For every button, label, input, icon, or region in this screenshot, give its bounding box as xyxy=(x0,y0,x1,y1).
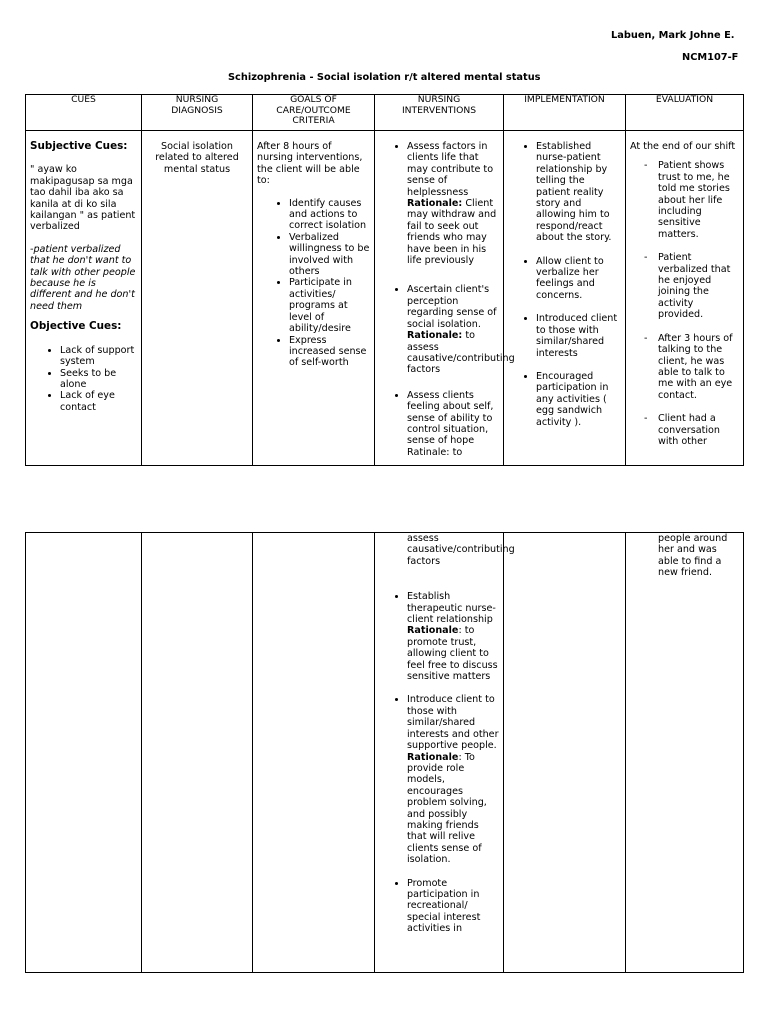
evaluation-item: - After 3 hours of talking to the client, he was able to talk to me with an eye contact. xyxy=(658,333,739,401)
goals-list xyxy=(257,198,370,369)
objective-cue-item: • Lack of eye contact xyxy=(60,390,137,413)
goals-intro: After 8 hours of nursing interventions, the client will be able to: xyxy=(257,141,363,187)
intervention-text: Promote participation in recreational/ special interest activities in xyxy=(407,877,481,935)
column-header-goals xyxy=(253,95,375,131)
cues-cell xyxy=(26,131,142,466)
rationale-label: Rationale: xyxy=(407,198,463,210)
implementation-item: • Allow client to verbalize her feelings and concerns. xyxy=(536,256,621,302)
intervention-item xyxy=(407,284,515,376)
evaluation-cell-continued xyxy=(626,533,744,973)
cues-cell-continued xyxy=(26,533,142,973)
interventions-list xyxy=(375,141,515,458)
objective-cue-item: • Seeks to be alone xyxy=(60,368,137,391)
goal-item: • Express increased sense of self-worth xyxy=(289,335,370,369)
intervention-item xyxy=(407,141,499,266)
rationale-text: : To provide role models, encourages problem solving, and possibly making friends that will relive clients sense of isolation. xyxy=(407,751,487,866)
implementation-cell xyxy=(504,131,626,466)
implementation-cell-continued xyxy=(504,533,626,973)
evaluation-cell xyxy=(626,131,744,466)
goals-cell xyxy=(253,131,375,466)
care-plan-table-continued xyxy=(25,532,744,973)
evaluation-item: - Client had a conversation with other xyxy=(658,413,739,447)
evaluation-item: - Patient verbalized that he enjoyed joining the activity provided. xyxy=(658,252,739,320)
implementation-item: • Introduced client to those with similar/shared interests xyxy=(536,313,621,359)
column-header-interventions xyxy=(375,95,504,131)
rationale-label: Rationale xyxy=(407,625,459,637)
goal-item: • Verbalized willingness to be involved with others xyxy=(289,232,370,278)
intervention-text: Assess clients feeling about self, sense of ability to control situation, sense of hope xyxy=(407,389,494,447)
subjective-patient-statement: -patient verbalized that he don't want to talk with other people because he is different and he don't need them xyxy=(30,243,136,312)
interventions-cell xyxy=(375,131,515,466)
subjective-quote: " ayaw ko makipagusap sa mga tao dahil iba ako sa kanila at di ko sila kailangan " as patient verbalized xyxy=(30,164,136,233)
evaluation-intro: At the end of our shift xyxy=(630,141,736,152)
goal-item: • Participate in activities/ programs at level of ability/desire xyxy=(289,277,370,334)
objective-cues-list xyxy=(30,345,137,413)
intervention-text: Assess factors in clients life that may contribute to sense of helplessness xyxy=(407,141,494,198)
column-header-diagnosis xyxy=(142,95,253,131)
course-code: NCM107-F xyxy=(682,52,739,63)
column-header-goals-text: GOALS OF CARE/OUTCOME CRITERIA xyxy=(276,94,351,127)
implementation-item: • Encouraged participation in any activities ( egg sandwich activity ). xyxy=(536,371,621,428)
diagnosis-cell-continued xyxy=(142,533,253,973)
intervention-item xyxy=(407,390,499,458)
column-header-interventions-text: NURSING INTERVENTIONS xyxy=(401,94,477,116)
intervention-text: Establish therapeutic nurse-client relationship xyxy=(407,591,496,626)
table-body-row xyxy=(26,131,744,466)
goals-cell-continued xyxy=(253,533,375,973)
evaluation-item: - Patient shows trust to me, he told me stories about her life including sensitive matters. xyxy=(658,160,739,240)
interventions-list-continued xyxy=(375,591,499,934)
column-header-diagnosis-text: NURSING DIAGNOSIS xyxy=(171,94,223,116)
page-title: Schizophrenia - Social isolation r/t altered mental status xyxy=(228,72,541,83)
implementation-item: • Established nurse-patient relationship by telling the patient reality story and allowing him to respond/react about the story. xyxy=(536,141,621,244)
diagnosis-cell xyxy=(142,131,253,466)
intervention-continuation: assess causative/contributing factors xyxy=(407,533,515,567)
column-header-cues: CUES xyxy=(26,95,142,131)
intervention-item xyxy=(407,878,499,935)
author-name: Labuen, Mark Johne E. xyxy=(611,30,735,41)
rationale-label: Rationale xyxy=(407,751,459,763)
table-body-row-continued xyxy=(26,533,744,973)
interventions-cell-continued xyxy=(375,533,515,973)
care-plan-table xyxy=(25,94,744,466)
implementation-list xyxy=(504,141,621,428)
rationale-label: Rationale: xyxy=(407,330,463,342)
rationale-text: to assess causative/contributing factors xyxy=(407,330,515,376)
column-header-evaluation: EVALUATION xyxy=(626,95,744,131)
goal-item: • Identify causes and actions to correct isolation xyxy=(289,198,370,232)
objective-cues-heading: Objective Cues: xyxy=(30,320,122,333)
table-header-row xyxy=(26,95,744,131)
evaluation-continuation: people around her and was able to find a new friend. xyxy=(658,533,728,579)
nursing-diagnosis-text: Social isolation related to altered mental status xyxy=(155,141,239,175)
objective-cue-item: • Lack of support system xyxy=(60,345,137,368)
rationale-text: Ratinale: to xyxy=(407,446,463,458)
intervention-item xyxy=(407,591,499,682)
rationale-text: : to promote trust, allowing client to feel free to discuss sensitive matters xyxy=(407,625,498,683)
rationale-text: Client may withdraw and fail to seek out friends who may have been in his life previously xyxy=(407,198,497,267)
intervention-text: Ascertain client's perception regarding sense of social isolation. xyxy=(407,284,497,330)
subjective-cues-heading: Subjective Cues: xyxy=(30,140,128,152)
intervention-text: Introduce client to those with similar/shared interests and other supportive people. xyxy=(407,694,499,752)
evaluation-list xyxy=(630,160,739,447)
intervention-item xyxy=(407,694,499,865)
column-header-implementation: IMPLEMENTATION xyxy=(504,95,626,131)
